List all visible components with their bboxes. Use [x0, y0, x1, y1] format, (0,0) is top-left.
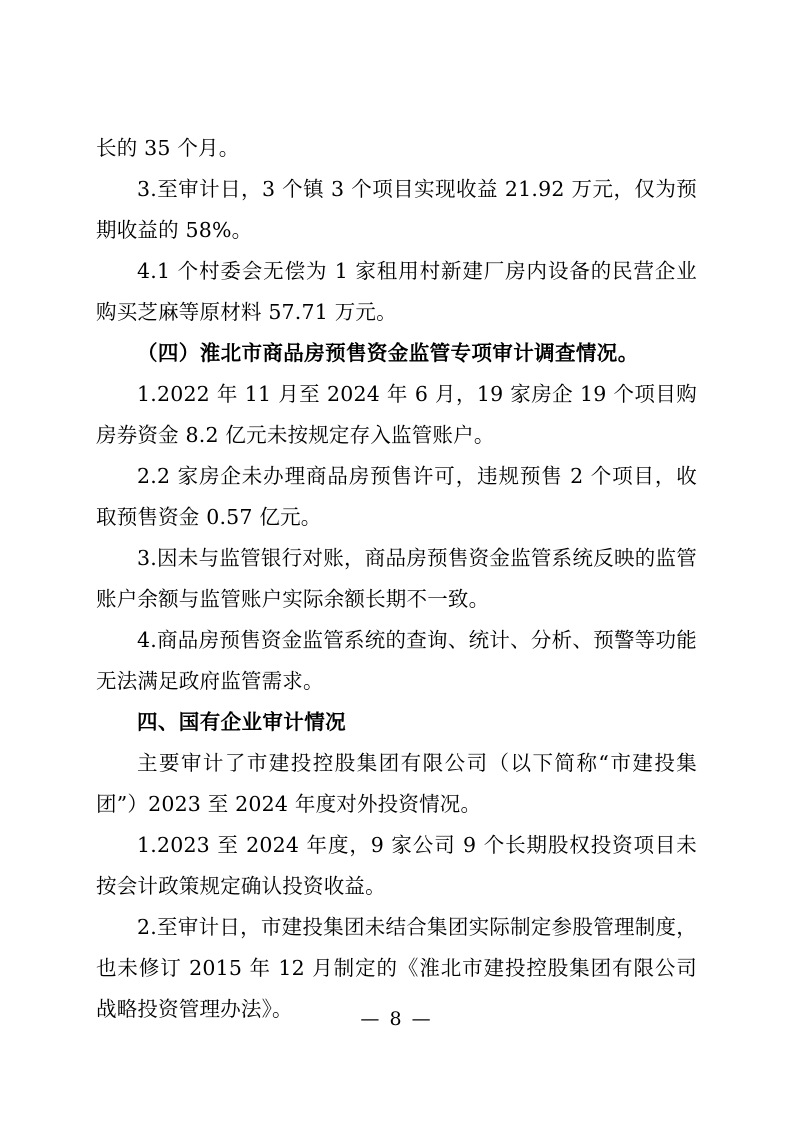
paragraph-item-1-equity-investment: 1.2023 至 2024 年度，9 家公司 9 个长期股权投资项目未按会计政策规定确认投资收益。 — [96, 833, 697, 898]
paragraph-item-2-management-system: 2.至审计日，市建投集团未结合集团实际制定参股管理制度，也未修订 2015 年 12 月制定的《淮北市建投控股集团有限公司战略投资管理办法》。 — [96, 915, 697, 1021]
heading-state-enterprise-audit: 四、国有企业审计情况 — [137, 710, 346, 734]
paragraph-continued-line: 长的 35 个月。 — [96, 136, 240, 160]
document-body — [96, 128, 697, 1030]
paragraph-item-3-revenue: 3.至审计日，3 个镇 3 个项目实现收益 21.92 万元，仅为预期收益的 58%。 — [96, 177, 697, 242]
paragraph-item-4-village-committee: 4.1 个村委会无偿为 1 家租用村新建厂房内设备的民营企业购买芝麻等原材料 57.71 万元。 — [96, 259, 697, 324]
paragraph-item-2-no-permit: 2.2 家房企未办理商品房预售许可，违规预售 2 个项目，收取预售资金 0.57 亿元。 — [96, 464, 697, 529]
page-number: — 8 — — [360, 1008, 433, 1030]
paragraph-item-3-no-reconciliation: 3.因未与监管银行对账，商品房预售资金监管系统反映的监管账户余额与监管账户实际余额长期不一致。 — [96, 546, 697, 611]
paragraph-item-1-presale-funds: 1.2022 年 11 月至 2024 年 6 月，19 家房企 19 个项目购房券资金 8.2 亿元未按规定存入监管账户。 — [96, 382, 697, 447]
heading-section-four: （四）淮北市商品房预售资金监管专项审计调查情况。 — [137, 341, 639, 365]
paragraph-audit-scope: 主要审计了市建投控股集团有限公司（以下简称“市建投集团”）2023 至 2024 年度对外投资情况。 — [96, 751, 697, 816]
paragraph-item-4-system-functions: 4.商品房预售资金监管系统的查询、统计、分析、预警等功能无法满足政府监管需求。 — [96, 628, 697, 693]
